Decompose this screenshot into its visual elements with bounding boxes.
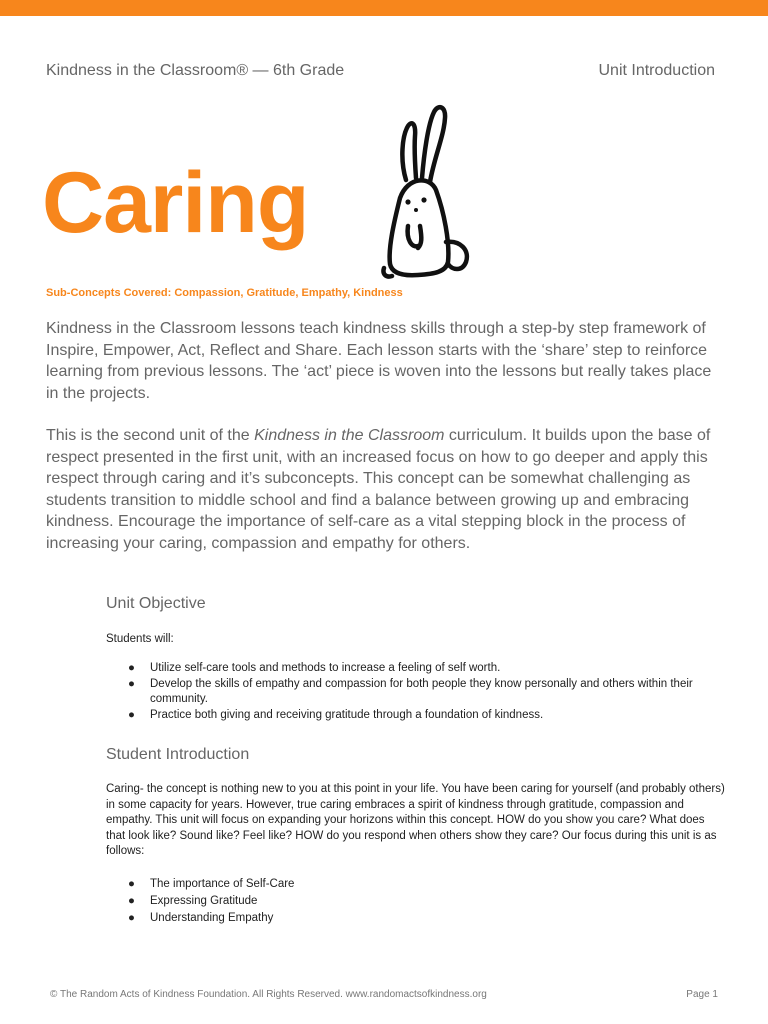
list-item-text: The importance of Self-Care [150, 878, 295, 890]
list-item-text: Practice both giving and receiving gratitude through a foundation of kindness. [150, 708, 544, 721]
objective-list [106, 661, 718, 723]
bullet-icon: ● [128, 878, 135, 890]
list-item-text: Expressing Gratitude [150, 895, 258, 908]
bunny-illustration-icon [372, 102, 480, 280]
focus-list [106, 877, 718, 928]
unit-description-paragraph [46, 425, 726, 554]
top-accent-bar [0, 0, 768, 16]
bullet-icon: ● [128, 912, 135, 925]
bullet-icon: ● [128, 895, 135, 908]
list-item [106, 894, 718, 910]
header-course-title: Kindness in the Classroom® — 6th Grade [46, 62, 345, 79]
list-item [106, 708, 718, 724]
student-introduction-heading: Student Introduction [106, 746, 250, 763]
list-item [106, 661, 718, 677]
header-section-label: Unit Introduction [598, 62, 715, 79]
objective-lead: Students will: [106, 633, 174, 645]
subconcepts-line: Sub-Concepts Covered: Compassion, Gratitude, Empathy, Kindness [46, 287, 403, 299]
intro-paragraph: Kindness in the Classroom lessons teach kindness skills through a step-by step framework of Inspire, Empower, Act, Reflect and Share. Each lesson starts with the ‘share’ step to reinforce learning from previous lessons. The ‘act’ piece is woven into the lessons but really takes place in the projects. [46, 320, 712, 402]
student-introduction-body: Caring- the concept is nothing new to you at this point in your life. You have been caring for yourself (and probably others) in some capacity for years. However, true caring embraces a spirit of kindness through gratitude, compassion and empathy. This unit will focus on expanding your horizons within this concept. HOW do you show you care? What does that look like? Sound like? Feel like? HOW do you respond when others show they care? Our focus during this unit is as follows: [106, 783, 725, 858]
curriculum-name: Kindness in the Classroom [254, 427, 445, 444]
list-item [106, 911, 718, 927]
unit-description-text-end: curriculum. It builds upon the base of respect presented in the first unit, with an increased focus on how to go deeper and apply this respect through caring and it’s subconcepts. This concept can be somewhat challenging as students transition to middle school and find a balance between growing up and embracing kindness. Encourage the importance of self-care as a vital stepping block in the process of increasing your caring, compassion and empathy for others. [46, 427, 711, 552]
list-item-text: Develop the skills of empathy and compassion for both people they know personally and others within their community. [150, 677, 693, 706]
unit-objective-heading: Unit Objective [106, 595, 206, 612]
bullet-icon: ● [128, 677, 135, 690]
bullet-icon: ● [128, 708, 135, 721]
page-title: Caring [42, 155, 309, 251]
list-item [106, 877, 718, 893]
list-item-text: Understanding Empathy [150, 912, 274, 925]
unit-description-text-start: This is the second unit of the [46, 427, 255, 444]
page-number: Page 1 [686, 989, 718, 1000]
bullet-icon: ● [128, 662, 135, 674]
footer-copyright: © The Random Acts of Kindness Foundation. All Rights Reserved. www.randomactsofkindness.org [50, 989, 487, 1000]
list-item [106, 677, 718, 708]
list-item-text: Utilize self-care tools and methods to increase a feeling of self worth. [150, 662, 501, 674]
